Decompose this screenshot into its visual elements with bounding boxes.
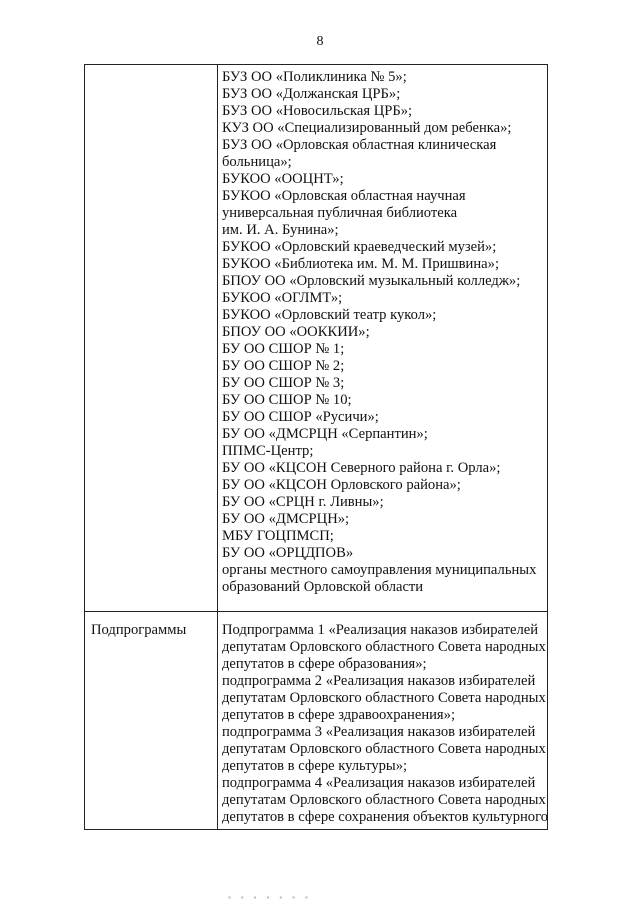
executor-line: БУЗ ОО «Должанская ЦРБ»; — [222, 86, 401, 102]
executor-line: БУ ОО СШОР «Русичи»; — [222, 409, 379, 425]
subprogram-line: депутатов в сфере культуры»; — [222, 758, 408, 774]
subprogram-line: депутатам Орловского областного Совета народных — [222, 639, 546, 655]
executor-line: БУ ОО «ОРЦДПОВ» — [222, 545, 354, 561]
scan-edge-artifact: ▪ ▪ ▪ ▪ ▪ ▪ ▪ — [228, 893, 312, 901]
executors-list-cell — [218, 65, 548, 612]
subprogram-line: подпрограмма 4 «Реализация наказов избирателей — [222, 775, 536, 791]
table-row-subprograms — [85, 612, 548, 830]
subprogram-line: депутатам Орловского областного Совета народных — [222, 792, 546, 808]
table-row-executors — [85, 65, 548, 612]
executor-line: БУ ОО «ДМСРЦН»; — [222, 511, 350, 527]
subprogram-line: депутатам Орловского областного Совета народных — [222, 741, 546, 757]
subprograms-label: Подпрограммы — [85, 612, 218, 830]
executor-line: универсальная публичная библиотека — [222, 205, 458, 221]
executor-line: БУКОО «Библиотека им. М. М. Пришвина»; — [222, 256, 500, 272]
subprogram-line: подпрограмма 2 «Реализация наказов избирателей — [222, 673, 536, 689]
executor-line: БПОУ ОО «ООККИИ»; — [222, 324, 370, 340]
executors-list — [222, 69, 543, 596]
executor-line: КУЗ ОО «Специализированный дом ребенка»; — [222, 120, 512, 136]
subprogram-line: депутатов в сфере образования»; — [222, 656, 427, 672]
executor-line: БУ ОО «КЦСОН Северного района г. Орла»; — [222, 460, 501, 476]
executor-line: БУКОО «Орловский театр кукол»; — [222, 307, 437, 323]
executor-line: ППМС-Центр; — [222, 443, 314, 459]
subprogram-line: депутатов в сфере здравоохранения»; — [222, 707, 456, 723]
program-passport-table — [84, 64, 548, 830]
executor-line: МБУ ГОЦПМСП; — [222, 528, 334, 544]
executor-line: БУЗ ОО «Новосильская ЦРБ»; — [222, 103, 413, 119]
executor-line: БУ ОО СШОР № 1; — [222, 341, 345, 357]
executor-line: БУЗ ОО «Поликлиника № 5»; — [222, 69, 407, 85]
subprogram-line: депутатам Орловского областного Совета народных — [222, 690, 546, 706]
subprogram-line: подпрограмма 3 «Реализация наказов избирателей — [222, 724, 536, 740]
executor-line: БУКОО «ООЦНТ»; — [222, 171, 344, 187]
executor-line: БУ ОО СШОР № 10; — [222, 392, 352, 408]
executor-line: органы местного самоуправления муниципальных — [222, 562, 537, 578]
executor-line: больница»; — [222, 154, 292, 170]
executor-line: БУКОО «Орловская областная научная — [222, 188, 466, 204]
executor-line: БУКОО «Орловский краеведческий музей»; — [222, 239, 497, 255]
executor-line: БУ ОО «КЦСОН Орловского района»; — [222, 477, 461, 493]
executor-line: БУ ОО «СРЦН г. Ливны»; — [222, 494, 384, 510]
executor-line: образований Орловской области — [222, 579, 424, 595]
subprogram-line: Подпрограмма 1 «Реализация наказов избирателей — [222, 622, 539, 638]
subprogram-line: депутатов в сфере сохранения объектов культурного — [222, 809, 549, 825]
executor-line: БУКОО «ОГЛМТ»; — [222, 290, 343, 306]
executor-line: им. И. А. Бунина»; — [222, 222, 339, 238]
executor-line: БУ ОО СШОР № 2; — [222, 358, 345, 374]
executor-line: БУ ОО «ДМСРЦН «Серпантин»; — [222, 426, 428, 442]
subprograms-list-cell — [218, 612, 548, 830]
subprograms-list — [222, 622, 549, 826]
executor-line: БПОУ ОО «Орловский музыкальный колледж»; — [222, 273, 521, 289]
executor-line: БУ ОО СШОР № 3; — [222, 375, 345, 391]
executor-line: БУЗ ОО «Орловская областная клиническая — [222, 137, 497, 153]
row-label-cell — [85, 65, 218, 612]
page-number: 8 — [316, 34, 324, 49]
